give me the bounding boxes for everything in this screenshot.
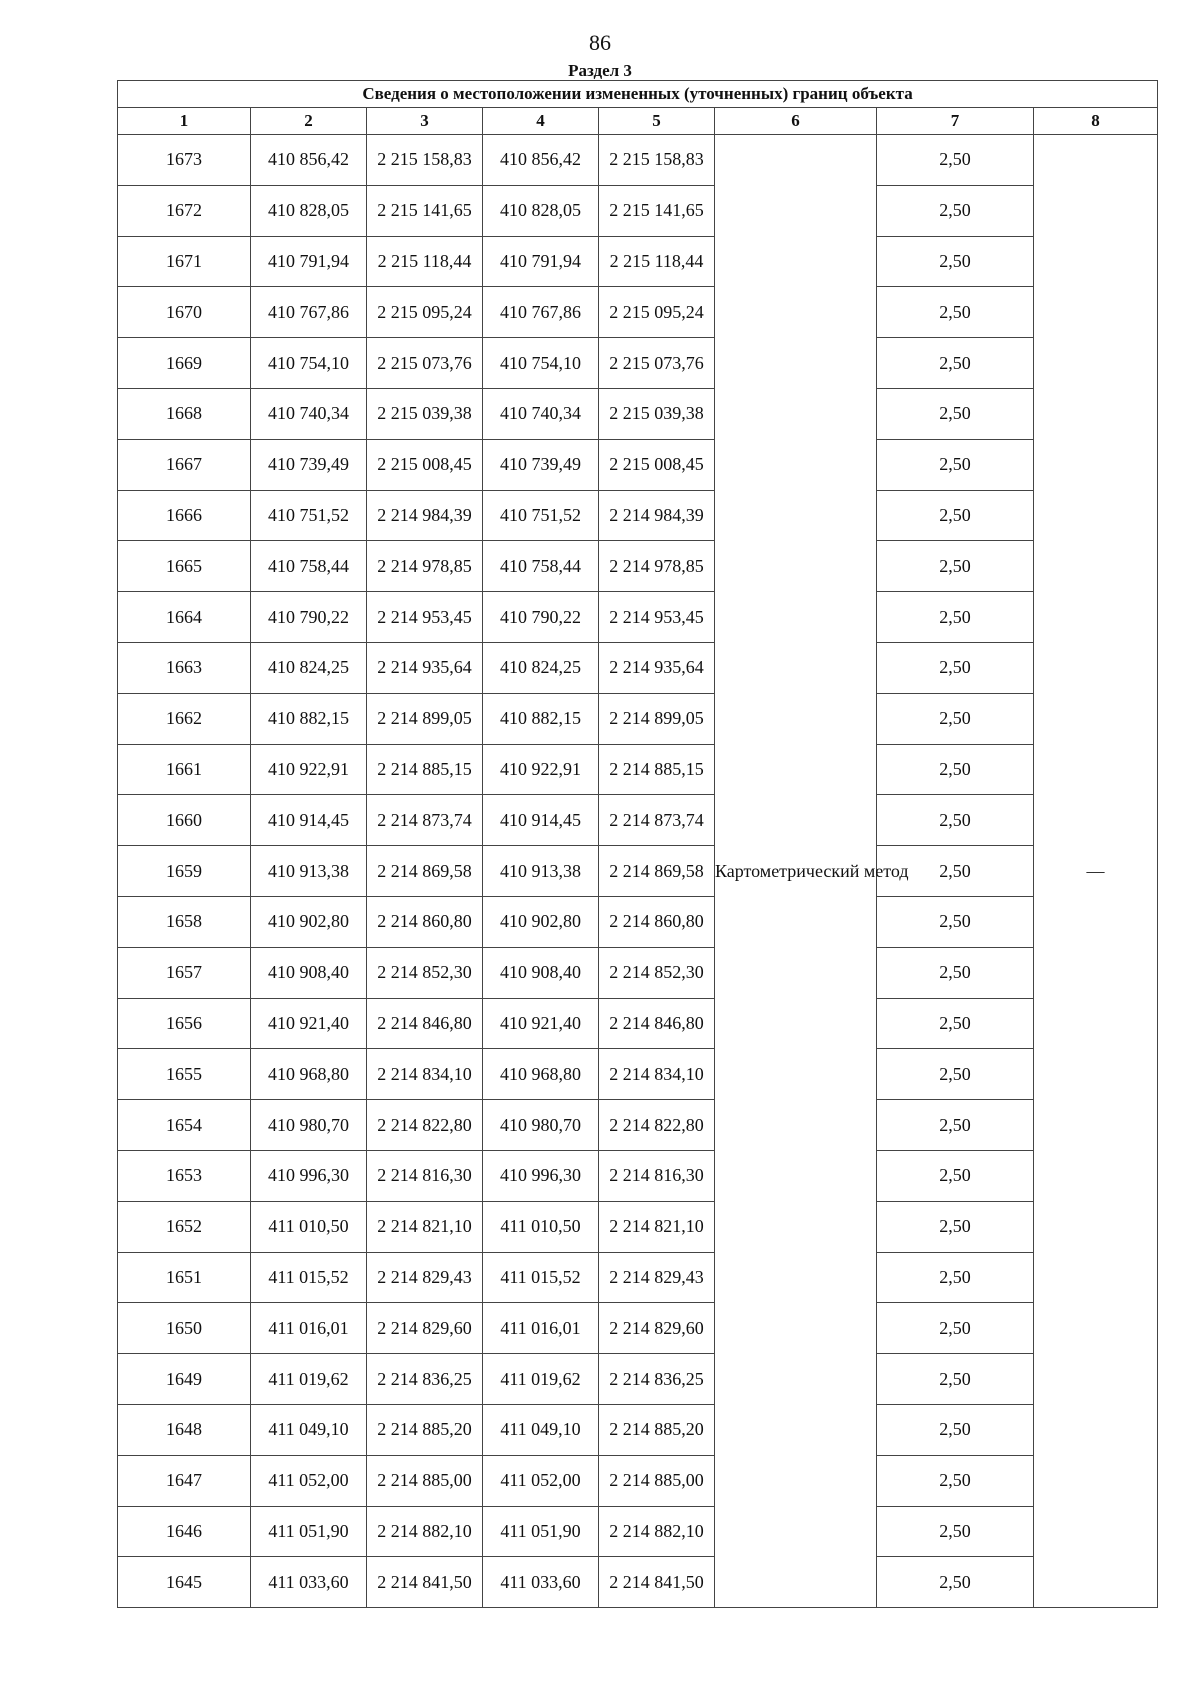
x-old-cell: 410 740,34 — [251, 388, 367, 439]
x-old-cell: 410 902,80 — [251, 896, 367, 947]
point-number-cell: 1652 — [118, 1201, 251, 1252]
accuracy-cell: 2,50 — [877, 338, 1034, 389]
y-new-cell: 2 214 860,80 — [599, 896, 715, 947]
x-old-cell: 410 828,05 — [251, 185, 367, 236]
x-new-cell: 410 758,44 — [483, 541, 599, 592]
y-old-cell: 2 214 846,80 — [367, 998, 483, 1049]
point-number-cell: 1662 — [118, 693, 251, 744]
y-old-cell: 2 214 978,85 — [367, 541, 483, 592]
y-new-cell: 2 214 984,39 — [599, 490, 715, 541]
table-row — [118, 846, 1158, 897]
y-new-cell: 2 214 834,10 — [599, 1049, 715, 1100]
accuracy-cell: 2,50 — [877, 1201, 1034, 1252]
accuracy-cell: 2,50 — [877, 388, 1034, 439]
point-number-cell: 1651 — [118, 1252, 251, 1303]
x-old-cell: 411 049,10 — [251, 1404, 367, 1455]
point-number-cell: 1645 — [118, 1557, 251, 1608]
y-old-cell: 2 214 834,10 — [367, 1049, 483, 1100]
accuracy-cell: 2,50 — [877, 1404, 1034, 1455]
mark-cell: — — [1034, 135, 1158, 1608]
point-number-cell: 1667 — [118, 439, 251, 490]
x-new-cell: 410 980,70 — [483, 1100, 599, 1151]
y-old-cell: 2 215 008,45 — [367, 439, 483, 490]
y-old-cell: 2 214 841,50 — [367, 1557, 483, 1608]
x-new-cell: 410 739,49 — [483, 439, 599, 490]
column-number-row — [118, 108, 1158, 135]
y-old-cell: 2 215 118,44 — [367, 236, 483, 287]
table-row — [118, 490, 1158, 541]
column-number-6: 6 — [715, 108, 877, 135]
boundary-table — [117, 80, 1158, 1608]
x-new-cell: 410 767,86 — [483, 287, 599, 338]
column-number-5: 5 — [599, 108, 715, 135]
accuracy-cell: 2,50 — [877, 1100, 1034, 1151]
x-old-cell: 410 790,22 — [251, 592, 367, 643]
table-row — [118, 439, 1158, 490]
table-row — [118, 795, 1158, 846]
y-new-cell: 2 215 095,24 — [599, 287, 715, 338]
y-new-cell: 2 214 978,85 — [599, 541, 715, 592]
accuracy-cell: 2,50 — [877, 287, 1034, 338]
table-row — [118, 287, 1158, 338]
y-new-cell: 2 214 829,43 — [599, 1252, 715, 1303]
x-new-cell: 411 051,90 — [483, 1506, 599, 1557]
accuracy-cell: 2,50 — [877, 490, 1034, 541]
y-old-cell: 2 214 984,39 — [367, 490, 483, 541]
point-number-cell: 1658 — [118, 896, 251, 947]
accuracy-cell: 2,50 — [877, 1506, 1034, 1557]
x-new-cell: 411 015,52 — [483, 1252, 599, 1303]
y-new-cell: 2 214 836,25 — [599, 1354, 715, 1405]
y-new-cell: 2 214 885,00 — [599, 1455, 715, 1506]
y-old-cell: 2 214 885,20 — [367, 1404, 483, 1455]
accuracy-cell: 2,50 — [877, 135, 1034, 186]
y-old-cell: 2 214 885,00 — [367, 1455, 483, 1506]
x-new-cell: 410 856,42 — [483, 135, 599, 186]
column-number-8: 8 — [1034, 108, 1158, 135]
y-new-cell: 2 214 829,60 — [599, 1303, 715, 1354]
table-caption-row — [118, 81, 1158, 108]
y-old-cell: 2 214 882,10 — [367, 1506, 483, 1557]
table-row — [118, 236, 1158, 287]
x-new-cell: 410 791,94 — [483, 236, 599, 287]
column-number-2: 2 — [251, 108, 367, 135]
y-new-cell: 2 214 899,05 — [599, 693, 715, 744]
y-old-cell: 2 215 095,24 — [367, 287, 483, 338]
y-new-cell: 2 214 873,74 — [599, 795, 715, 846]
y-new-cell: 2 215 039,38 — [599, 388, 715, 439]
accuracy-cell: 2,50 — [877, 1150, 1034, 1201]
y-new-cell: 2 214 935,64 — [599, 642, 715, 693]
x-new-cell: 410 790,22 — [483, 592, 599, 643]
accuracy-cell: 2,50 — [877, 947, 1034, 998]
y-new-cell: 2 215 141,65 — [599, 185, 715, 236]
point-number-cell: 1653 — [118, 1150, 251, 1201]
accuracy-cell: 2,50 — [877, 439, 1034, 490]
x-old-cell: 410 922,91 — [251, 744, 367, 795]
x-old-cell: 411 052,00 — [251, 1455, 367, 1506]
accuracy-cell: 2,50 — [877, 236, 1034, 287]
x-old-cell: 410 767,86 — [251, 287, 367, 338]
accuracy-cell: 2,50 — [877, 795, 1034, 846]
x-new-cell: 410 908,40 — [483, 947, 599, 998]
x-old-cell: 410 791,94 — [251, 236, 367, 287]
table-row — [118, 1201, 1158, 1252]
y-new-cell: 2 214 821,10 — [599, 1201, 715, 1252]
y-old-cell: 2 214 829,43 — [367, 1252, 483, 1303]
x-old-cell: 410 921,40 — [251, 998, 367, 1049]
point-number-cell: 1648 — [118, 1404, 251, 1455]
y-new-cell: 2 214 822,80 — [599, 1100, 715, 1151]
x-new-cell: 410 968,80 — [483, 1049, 599, 1100]
table-row — [118, 1303, 1158, 1354]
y-new-cell: 2 214 953,45 — [599, 592, 715, 643]
table-row — [118, 1049, 1158, 1100]
accuracy-cell: 2,50 — [877, 1049, 1034, 1100]
x-new-cell: 411 019,62 — [483, 1354, 599, 1405]
point-number-cell: 1654 — [118, 1100, 251, 1151]
y-new-cell: 2 214 841,50 — [599, 1557, 715, 1608]
x-old-cell: 410 908,40 — [251, 947, 367, 998]
accuracy-cell: 2,50 — [877, 693, 1034, 744]
table-row — [118, 135, 1158, 186]
point-number-cell: 1650 — [118, 1303, 251, 1354]
y-new-cell: 2 214 882,10 — [599, 1506, 715, 1557]
y-new-cell: 2 214 852,30 — [599, 947, 715, 998]
x-new-cell: 411 052,00 — [483, 1455, 599, 1506]
y-new-cell: 2 214 846,80 — [599, 998, 715, 1049]
x-new-cell: 410 740,34 — [483, 388, 599, 439]
y-new-cell: 2 215 008,45 — [599, 439, 715, 490]
accuracy-cell: 2,50 — [877, 846, 1034, 897]
point-number-cell: 1660 — [118, 795, 251, 846]
table-body — [118, 135, 1158, 1608]
x-new-cell: 411 033,60 — [483, 1557, 599, 1608]
y-new-cell: 2 214 885,20 — [599, 1404, 715, 1455]
x-old-cell: 410 751,52 — [251, 490, 367, 541]
x-old-cell: 411 010,50 — [251, 1201, 367, 1252]
section-title: Раздел 3 — [568, 61, 632, 80]
page-number: 86 — [589, 30, 611, 55]
table-caption: Сведения о местоположении измененных (уточненных) границ объекта — [118, 81, 1158, 108]
x-old-cell: 410 882,15 — [251, 693, 367, 744]
point-number-cell: 1656 — [118, 998, 251, 1049]
table-row — [118, 388, 1158, 439]
y-new-cell: 2 215 158,83 — [599, 135, 715, 186]
x-new-cell: 410 882,15 — [483, 693, 599, 744]
table-row — [118, 541, 1158, 592]
point-number-cell: 1655 — [118, 1049, 251, 1100]
point-number-cell: 1663 — [118, 642, 251, 693]
point-number-cell: 1661 — [118, 744, 251, 795]
y-old-cell: 2 214 852,30 — [367, 947, 483, 998]
accuracy-cell: 2,50 — [877, 1354, 1034, 1405]
accuracy-cell: 2,50 — [877, 1303, 1034, 1354]
accuracy-cell: 2,50 — [877, 185, 1034, 236]
y-old-cell: 2 215 073,76 — [367, 338, 483, 389]
x-old-cell: 411 016,01 — [251, 1303, 367, 1354]
y-new-cell: 2 214 869,58 — [599, 846, 715, 897]
accuracy-cell: 2,50 — [877, 642, 1034, 693]
x-old-cell: 410 980,70 — [251, 1100, 367, 1151]
y-old-cell: 2 214 829,60 — [367, 1303, 483, 1354]
accuracy-cell: 2,50 — [877, 592, 1034, 643]
accuracy-cell: 2,50 — [877, 1252, 1034, 1303]
point-number-cell: 1666 — [118, 490, 251, 541]
x-old-cell: 410 739,49 — [251, 439, 367, 490]
x-new-cell: 410 824,25 — [483, 642, 599, 693]
point-number-cell: 1646 — [118, 1506, 251, 1557]
y-new-cell: 2 215 118,44 — [599, 236, 715, 287]
point-number-cell: 1671 — [118, 236, 251, 287]
x-new-cell: 410 828,05 — [483, 185, 599, 236]
point-number-cell: 1668 — [118, 388, 251, 439]
x-old-cell: 410 824,25 — [251, 642, 367, 693]
table-row — [118, 1557, 1158, 1608]
column-number-4: 4 — [483, 108, 599, 135]
table-row — [118, 744, 1158, 795]
table-row — [118, 592, 1158, 643]
accuracy-cell: 2,50 — [877, 998, 1034, 1049]
y-old-cell: 2 214 821,10 — [367, 1201, 483, 1252]
y-new-cell: 2 215 073,76 — [599, 338, 715, 389]
accuracy-cell: 2,50 — [877, 1557, 1034, 1608]
y-old-cell: 2 214 822,80 — [367, 1100, 483, 1151]
table-row — [118, 1455, 1158, 1506]
point-number-cell: 1647 — [118, 1455, 251, 1506]
x-new-cell: 410 913,38 — [483, 846, 599, 897]
x-old-cell: 410 856,42 — [251, 135, 367, 186]
x-new-cell: 411 010,50 — [483, 1201, 599, 1252]
x-old-cell: 411 015,52 — [251, 1252, 367, 1303]
x-old-cell: 410 758,44 — [251, 541, 367, 592]
table-row — [118, 998, 1158, 1049]
x-old-cell: 410 913,38 — [251, 846, 367, 897]
table-row — [118, 1100, 1158, 1151]
x-old-cell: 410 968,80 — [251, 1049, 367, 1100]
point-number-cell: 1659 — [118, 846, 251, 897]
point-number-cell: 1669 — [118, 338, 251, 389]
point-number-cell: 1665 — [118, 541, 251, 592]
table-row — [118, 1150, 1158, 1201]
x-old-cell: 410 754,10 — [251, 338, 367, 389]
table-row — [118, 1404, 1158, 1455]
table-row — [118, 947, 1158, 998]
accuracy-cell: 2,50 — [877, 896, 1034, 947]
table-row — [118, 642, 1158, 693]
table-row — [118, 896, 1158, 947]
column-number-1: 1 — [118, 108, 251, 135]
y-old-cell: 2 215 141,65 — [367, 185, 483, 236]
x-new-cell: 410 914,45 — [483, 795, 599, 846]
x-new-cell: 410 996,30 — [483, 1150, 599, 1201]
x-new-cell: 410 921,40 — [483, 998, 599, 1049]
x-old-cell: 410 996,30 — [251, 1150, 367, 1201]
x-new-cell: 410 751,52 — [483, 490, 599, 541]
x-new-cell: 411 049,10 — [483, 1404, 599, 1455]
y-old-cell: 2 214 935,64 — [367, 642, 483, 693]
accuracy-cell: 2,50 — [877, 744, 1034, 795]
x-new-cell: 410 902,80 — [483, 896, 599, 947]
method-cell: Картометрический метод — [715, 135, 877, 1608]
y-old-cell: 2 214 836,25 — [367, 1354, 483, 1405]
y-old-cell: 2 214 885,15 — [367, 744, 483, 795]
column-number-7: 7 — [877, 108, 1034, 135]
y-new-cell: 2 214 816,30 — [599, 1150, 715, 1201]
y-old-cell: 2 214 899,05 — [367, 693, 483, 744]
y-old-cell: 2 214 869,58 — [367, 846, 483, 897]
y-old-cell: 2 214 873,74 — [367, 795, 483, 846]
y-old-cell: 2 214 860,80 — [367, 896, 483, 947]
table-row — [118, 338, 1158, 389]
point-number-cell: 1673 — [118, 135, 251, 186]
table-row — [118, 185, 1158, 236]
point-number-cell: 1664 — [118, 592, 251, 643]
table-row — [118, 1252, 1158, 1303]
table-row — [118, 1506, 1158, 1557]
x-old-cell: 411 051,90 — [251, 1506, 367, 1557]
x-old-cell: 410 914,45 — [251, 795, 367, 846]
y-old-cell: 2 214 816,30 — [367, 1150, 483, 1201]
x-new-cell: 410 754,10 — [483, 338, 599, 389]
x-new-cell: 410 922,91 — [483, 744, 599, 795]
y-old-cell: 2 214 953,45 — [367, 592, 483, 643]
table-row — [118, 693, 1158, 744]
accuracy-cell: 2,50 — [877, 541, 1034, 592]
point-number-cell: 1670 — [118, 287, 251, 338]
point-number-cell: 1649 — [118, 1354, 251, 1405]
table-row — [118, 1354, 1158, 1405]
column-number-3: 3 — [367, 108, 483, 135]
point-number-cell: 1672 — [118, 185, 251, 236]
accuracy-cell: 2,50 — [877, 1455, 1034, 1506]
y-old-cell: 2 215 039,38 — [367, 388, 483, 439]
point-number-cell: 1657 — [118, 947, 251, 998]
x-old-cell: 411 033,60 — [251, 1557, 367, 1608]
x-old-cell: 411 019,62 — [251, 1354, 367, 1405]
y-new-cell: 2 214 885,15 — [599, 744, 715, 795]
x-new-cell: 411 016,01 — [483, 1303, 599, 1354]
y-old-cell: 2 215 158,83 — [367, 135, 483, 186]
